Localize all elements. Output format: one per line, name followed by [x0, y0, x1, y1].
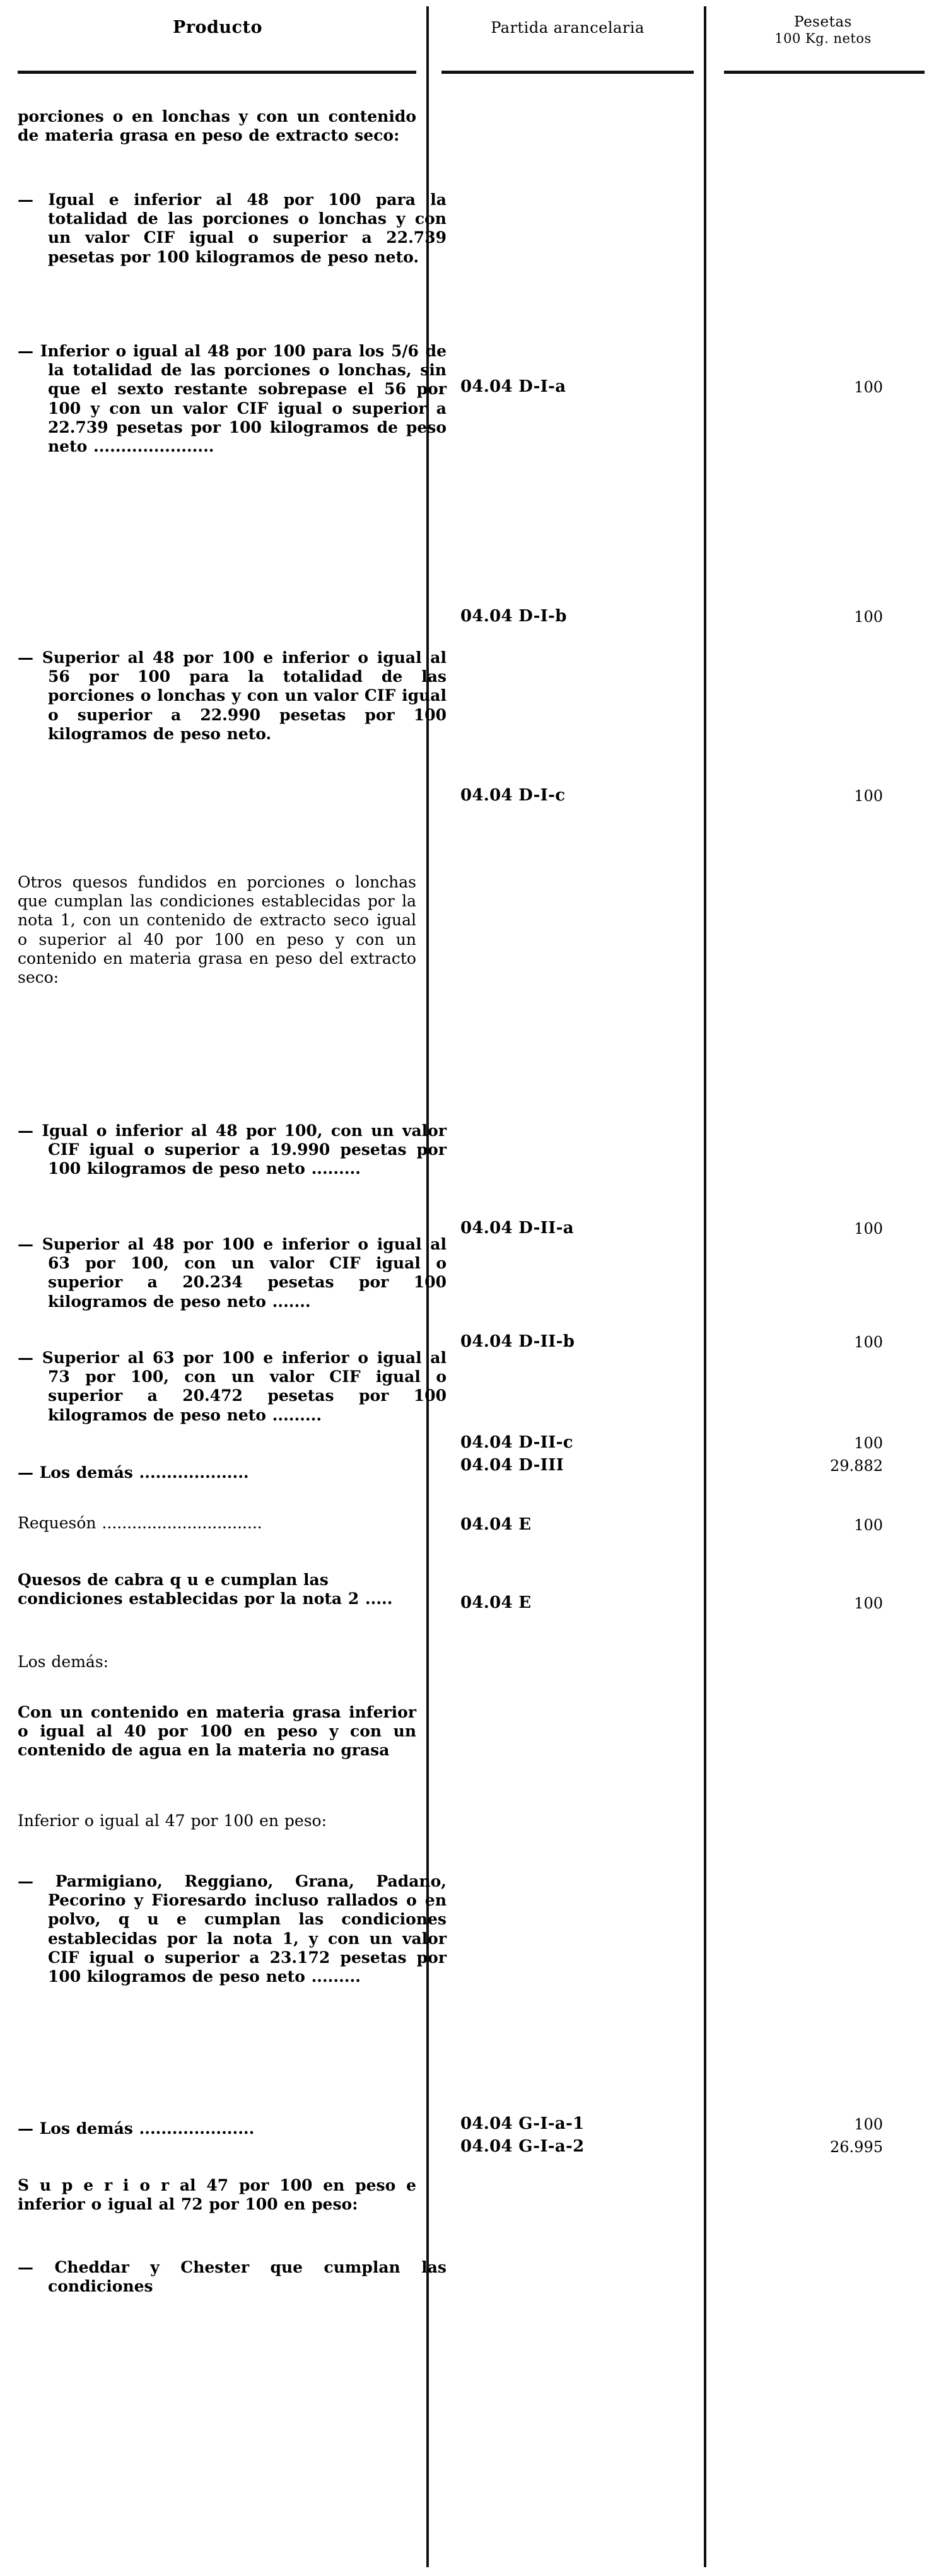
header-rule-pesetas: [724, 71, 925, 74]
tariff-code-e-cabra: 04.04 E: [460, 1593, 532, 1612]
product-bullet-d-ii-a: — Igual o inferior al 48 por 100, con un valor CIF igual o superior a 19.990 pesetas por 100 kilogramos de peso neto .........: [18, 1121, 447, 1178]
product-row-quesos-de-cabra: Quesos de cabra q u e cumplan las condiciones establecidas por la nota 2 .....: [18, 1571, 393, 1608]
tariff-code-g-i-a-1: 04.04 G-I-a-1: [460, 2114, 585, 2133]
table-header: [0, 0, 946, 69]
amount-g-i-a-2: 26.995: [830, 2138, 883, 2156]
amount-e-requeson: 100: [854, 1516, 883, 1534]
amount-d-ii-c: 100: [854, 1434, 883, 1452]
header-rule-partida: [441, 71, 694, 74]
product-paragraph-intro: porciones o en lonchas y con un contenido de materia grasa en peso de extracto seco:: [18, 107, 416, 145]
amount-d-i-b: 100: [854, 608, 883, 626]
tariff-code-g-i-a-2: 04.04 G-I-a-2: [460, 2137, 585, 2156]
product-heading-superior-47: S u p e r i o r al 47 por 100 en peso e inferior o igual al 72 por 100 en peso:: [18, 2176, 416, 2214]
product-bullet-d-i-a: — Igual e inferior al 48 por 100 para la totalidad de las porciones o lonchas y con un valor CIF igual o superior a 22.739 pesetas por 100 kilogramos de peso neto.: [18, 190, 447, 266]
tariff-code-d-ii-c: 04.04 D-II-c: [460, 1433, 573, 1452]
product-heading-inferior-47: Inferior o igual al 47 por 100 en peso:: [18, 1812, 327, 1830]
header-rule-producto: [18, 71, 416, 74]
column-header-partida-arancelaria: Partida arancelaria: [491, 19, 645, 37]
column-header-pesetas-line2: 100 Kg. netos: [774, 31, 872, 47]
amount-e-cabra: 100: [854, 1595, 883, 1612]
column-header-pesetas: [713, 14, 933, 47]
tariff-code-d-ii-a: 04.04 D-II-a: [460, 1219, 574, 1238]
product-bullet-los-demas-g-i-a-2: — Los demás .....................: [18, 2119, 255, 2138]
tariff-code-e-requeson: 04.04 E: [460, 1515, 532, 1534]
product-bullet-d-ii-b: — Superior al 48 por 100 e inferior o igual al 63 por 100, con un valor CIF igual o superior a 20.234 pesetas por 100 kilogramos de peso neto .......: [18, 1235, 447, 1311]
product-bullet-d-ii-c: — Superior al 63 por 100 e inferior o igual al 73 por 100, con un valor CIF igual o superior a 20.472 pesetas por 100 kilogramos de peso neto .........: [18, 1349, 447, 1424]
tariff-code-d-i-c: 04.04 D-I-c: [460, 786, 566, 805]
tariff-code-d-i-b: 04.04 D-I-b: [460, 607, 567, 626]
tariff-code-d-iii: 04.04 D-III: [460, 1456, 564, 1475]
column-divider-right: [704, 6, 706, 2567]
column-header-pesetas-line1: Pesetas: [794, 14, 852, 30]
product-bullet-d-i-b: — Inferior o igual al 48 por 100 para los 5/6 de la totalidad de las porciones o lonchas, sin que el sexto restante sobrepase el 56 por 100 y con un valor CIF igual o superior a 22.739 pesetas por 100 kilogramos de peso neto ......................: [18, 342, 447, 456]
amount-g-i-a-1: 100: [854, 2116, 883, 2133]
product-paragraph-materia-grasa-40: Con un contenido en materia grasa inferior o igual al 40 por 100 en peso y con un contenido de agua en la materia no grasa: [18, 1703, 416, 1760]
product-row-requeson: Requesón ................................: [18, 1514, 262, 1532]
tariff-code-d-i-a: 04.04 D-I-a: [460, 377, 566, 396]
product-paragraph-otros-quesos-fundidos: Otros quesos fundidos en porciones o lonchas que cumplan las condiciones establecidas por la nota 1, con un contenido de extracto seco igual o superior al 40 por 100 en peso y con un contenido en materia grasa en peso del extracto seco:: [18, 873, 416, 987]
product-bullet-d-i-c: — Superior al 48 por 100 e inferior o igual al 56 por 100 para la totalidad de las porciones o lonchas y con un valor CIF igual o superior a 22.990 pesetas por 100 kilogramos de peso neto.: [18, 648, 447, 743]
amount-d-ii-a: 100: [854, 1220, 883, 1238]
tariff-code-d-ii-b: 04.04 D-II-b: [460, 1332, 575, 1351]
amount-d-ii-b: 100: [854, 1333, 883, 1351]
product-bullet-los-demas-d-iii: — Los demás ....................: [18, 1463, 249, 1482]
amount-d-i-c: 100: [854, 787, 883, 805]
amount-d-iii: 29.882: [830, 1457, 883, 1475]
product-bullet-cheddar-chester: — Cheddar y Chester que cumplan las condiciones: [18, 2258, 447, 2296]
amount-d-i-a: 100: [854, 378, 883, 396]
product-heading-los-demas: Los demás:: [18, 1653, 109, 1671]
column-header-producto: Producto: [173, 18, 262, 37]
product-bullet-parmigiano: — Parmigiano, Reggiano, Grana, Padano, Pecorino y Fioresardo incluso rallados o en polvo, q u e cumplan las condiciones establecidas por la nota 1, y con un valor CIF igual o superior a 23.172 pesetas por 100 kilogramos de peso neto .........: [18, 1872, 447, 1986]
